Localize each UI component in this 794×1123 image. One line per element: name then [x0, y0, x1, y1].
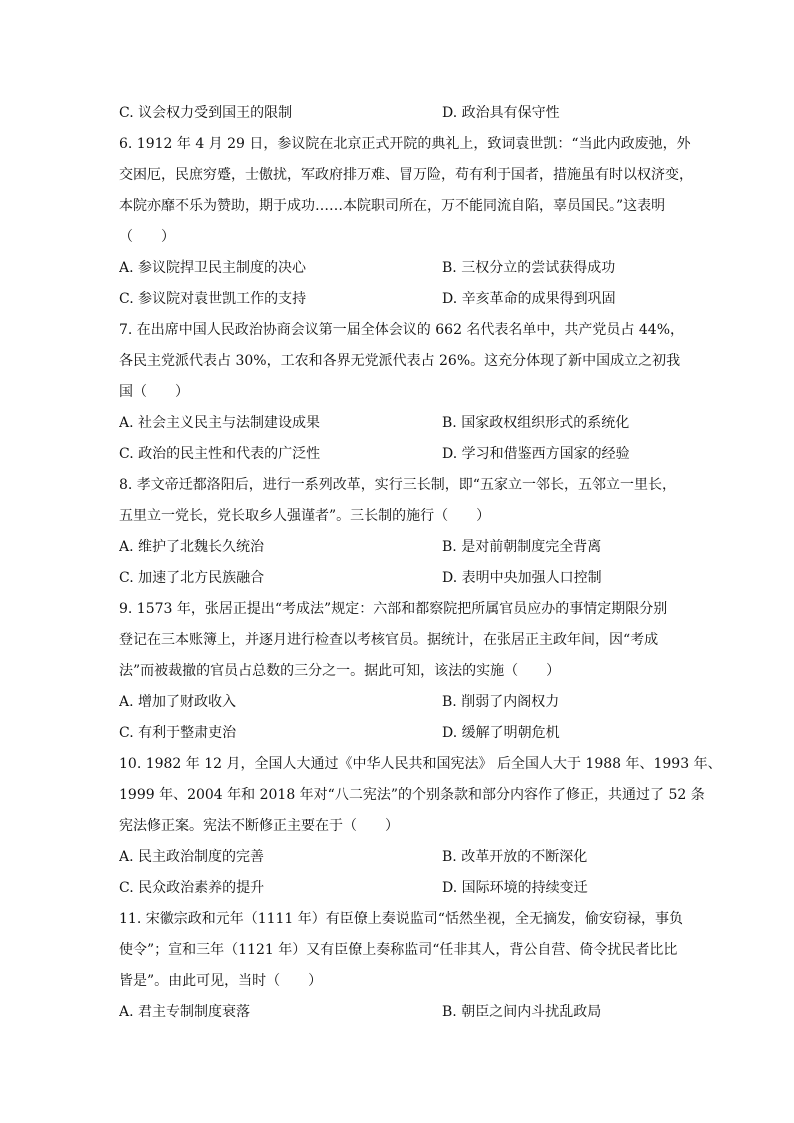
- option-a[interactable]: A. 维护了北魏长久统治: [119, 539, 265, 555]
- document-page: [119, 98, 722, 1028]
- question-6-line-4: （ ）: [119, 229, 175, 245]
- option-b[interactable]: B. 是对前朝制度完全背离: [442, 539, 602, 555]
- question-9-line-2: 登记在三本账簿上，并逐月进行检查以考核官员。据统计，在张居正主政年间，因“考成: [119, 632, 659, 648]
- question-10-options-ab: [119, 842, 689, 873]
- question-7-options-cd: [119, 439, 689, 470]
- question-6-line-3: 本院亦靡不乐为赞助，期于成功……本院职司所在，万不能同流自陷，辜员国民。”这表明: [119, 198, 666, 214]
- question-7-line-2: 各民主党派代表占 30%，工农和各界无党派代表占 26%。这充分体现了新中国成立之初我: [119, 353, 681, 369]
- option-c[interactable]: C. 加速了北方民族融合: [119, 570, 265, 586]
- question-8-options-cd: [119, 563, 689, 594]
- question-6-line-2: 交困厄，民庶穷蹙，士傲扰，军政府排万难、冒万险，苟有利于国者，措施虽有时以权济变，: [119, 167, 693, 183]
- question-10-line-3: 宪法修正案。宪法不断修正主要在于（ ）: [119, 818, 399, 834]
- question-11-line-2: 使令”；宣和三年（1121 年）又有臣僚上奏称监司“任非其人，背公自营、倚令扰民者比比: [119, 942, 678, 958]
- option-a[interactable]: A. 君主专制制度衰落: [119, 1004, 251, 1020]
- question-7-line-3: 国（ ）: [119, 384, 189, 400]
- question-9-line-3: 法”而被裁撤的官员占总数的三分之一。据此可知，该法的实施（ ）: [119, 663, 561, 679]
- question-10-line-1: 10. 1982 年 12 月，全国人大通过《中华人民共和国宪法》 后全国人大于 1988 年、1993 年、: [119, 756, 722, 772]
- question-10-line-2: 1999 年、2004 年和 2018 年对“八二宪法”的个别条款和部分内容作了修正，共通过了 52 条: [119, 787, 705, 803]
- option-d[interactable]: D. 辛亥革命的成果得到巩固: [442, 291, 616, 307]
- option-d[interactable]: D. 缓解了明朝危机: [442, 725, 560, 741]
- question-6-options-cd: [119, 284, 689, 315]
- question-11-options-ab: [119, 997, 689, 1028]
- options-row: [119, 98, 689, 129]
- option-b[interactable]: B. 国家政权组织形式的系统化: [442, 415, 630, 431]
- question-11-line-1: 11. 宋徽宗政和元年（1111 年）有臣僚上奏说监司“恬然坐视，全无摘发，偷安窃禄，事负: [119, 911, 683, 927]
- option-c[interactable]: C. 有利于整肃吏治: [119, 725, 237, 741]
- question-6-options-ab: [119, 253, 689, 284]
- option-b[interactable]: B. 三权分立的尝试获得成功: [442, 260, 616, 276]
- option-c[interactable]: C. 民众政治素养的提升: [119, 880, 265, 896]
- option-b[interactable]: B. 削弱了内阁权力: [442, 694, 560, 710]
- option-b[interactable]: B. 改革开放的不断深化: [442, 849, 588, 865]
- question-11-line-3: 皆是”。由此可见，当时（ ）: [119, 973, 323, 989]
- question-8-line-2: 五里立一党长，党长取乡人强谨者”。三长制的施行（ ）: [119, 508, 491, 524]
- option-c[interactable]: C. 政治的民主性和代表的广泛性: [119, 446, 321, 462]
- question-6-line-1: 6. 1912 年 4 月 29 日，参议院在北京正式开院的典礼上，致词袁世凯：“当此内政废弛，外: [119, 136, 691, 152]
- question-8-options-ab: [119, 532, 689, 563]
- option-a[interactable]: A. 参议院捍卫民主制度的决心: [119, 260, 307, 276]
- option-c[interactable]: C. 参议院对袁世凯工作的支持: [119, 291, 307, 307]
- option-c[interactable]: C. 议会权力受到国王的限制: [119, 105, 293, 121]
- question-7-options-ab: [119, 408, 689, 439]
- option-a[interactable]: A. 社会主义民主与法制建设成果: [119, 415, 321, 431]
- option-d[interactable]: D. 政治具有保守性: [442, 105, 560, 121]
- question-10-options-cd: [119, 873, 689, 904]
- question-8-line-1: 8. 孝文帝迁都洛阳后，进行一系列改革，实行三长制，即“五家立一邻长，五邻立一里长，: [119, 477, 676, 493]
- option-b[interactable]: B. 朝臣之间内斗扰乱政局: [442, 1004, 602, 1020]
- question-7-line-1: 7. 在出席中国人民政治协商会议第一届全体会议的 662 名代表名单中，共产党员占 44%，: [119, 322, 684, 338]
- question-9-options-ab: [119, 687, 689, 718]
- option-d[interactable]: D. 表明中央加强人口控制: [442, 570, 602, 586]
- option-d[interactable]: D. 学习和借鉴西方国家的经验: [442, 446, 630, 462]
- option-d[interactable]: D. 国际环境的持续变迁: [442, 880, 588, 896]
- question-9-options-cd: [119, 718, 689, 749]
- option-a[interactable]: A. 增加了财政收入: [119, 694, 237, 710]
- option-a[interactable]: A. 民主政治制度的完善: [119, 849, 265, 865]
- question-9-line-1: 9. 1573 年，张居正提出“考成法”规定：六部和都察院把所属官员应办的事情定期限分别: [119, 601, 668, 617]
